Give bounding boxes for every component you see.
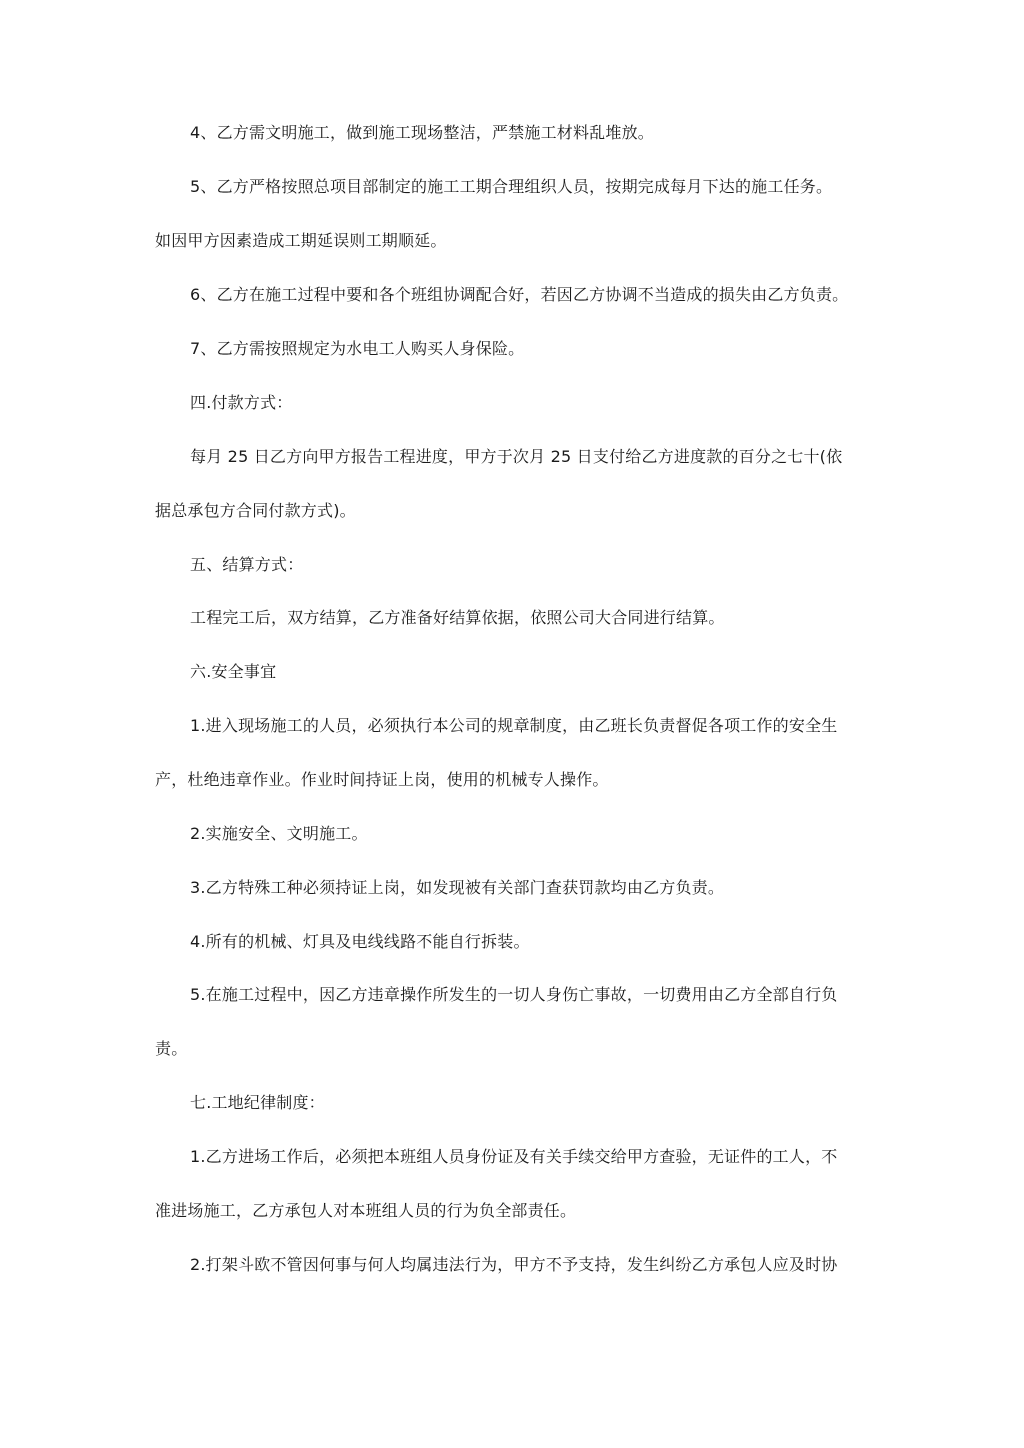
section-heading: 五、结算方式： (190, 555, 304, 574)
paragraph-line: 工程完工后，双方结算，乙方准备好结算依据，依照公司大合同进行结算。 (190, 608, 725, 627)
paragraph-line: 5.在施工过程中，因乙方违章操作所发生的一切人身伤亡事故，一切费用由乙方全部自行负 (190, 985, 838, 1004)
paragraph-line: 2.实施安全、文明施工。 (190, 824, 368, 843)
paragraph-line: 1.乙方进场工作后，必须把本班组人员身份证及有关手续交给甲方查验，无证件的工人，不 (190, 1147, 838, 1166)
paragraph-line: 4.所有的机械、灯具及电线线路不能自行拆装。 (190, 932, 530, 951)
section-heading: 六.安全事宜 (190, 662, 277, 681)
section-heading: 七.工地纪律制度： (190, 1093, 325, 1112)
paragraph-line: 如因甲方因素造成工期延误则工期顺延。 (155, 231, 447, 250)
section-heading: 四.付款方式： (190, 393, 293, 412)
paragraph-line: 2.打架斗欧不管因何事与何人均属违法行为，甲方不予支持，发生纠纷乙方承包人应及时协 (190, 1255, 838, 1274)
paragraph-line: 6、乙方在施工过程中要和各个班组协调配合好，若因乙方协调不当造成的损失由乙方负责。 (190, 285, 849, 304)
paragraph-line: 7、乙方需按照规定为水电工人购买人身保险。 (190, 339, 525, 358)
paragraph-line: 产，杜绝违章作业。作业时间持证上岗，使用的机械专人操作。 (155, 770, 609, 789)
paragraph-line: 准进场施工，乙方承包人对本班组人员的行为负全部责任。 (155, 1201, 577, 1220)
paragraph-line: 1.进入现场施工的人员，必须执行本公司的规章制度，由乙班长负责督促各项工作的安全生 (190, 716, 838, 735)
paragraph-line: 3.乙方特殊工种必须持证上岗，如发现被有关部门查获罚款均由乙方负责。 (190, 878, 725, 897)
paragraph-line: 5、乙方严格按照总项目部制定的施工工期合理组织人员，按期完成每月下达的施工任务。 (190, 177, 833, 196)
paragraph-line: 据总承包方合同付款方式)。 (155, 501, 356, 520)
paragraph-line: 责。 (155, 1039, 188, 1058)
paragraph-line: 每月 25 日乙方向甲方报告工程进度，甲方于次月 25 日支付给乙方进度款的百分之七十(依 (190, 447, 843, 466)
paragraph-line: 4、乙方需文明施工，做到施工现场整洁，严禁施工材料乱堆放。 (190, 123, 654, 142)
